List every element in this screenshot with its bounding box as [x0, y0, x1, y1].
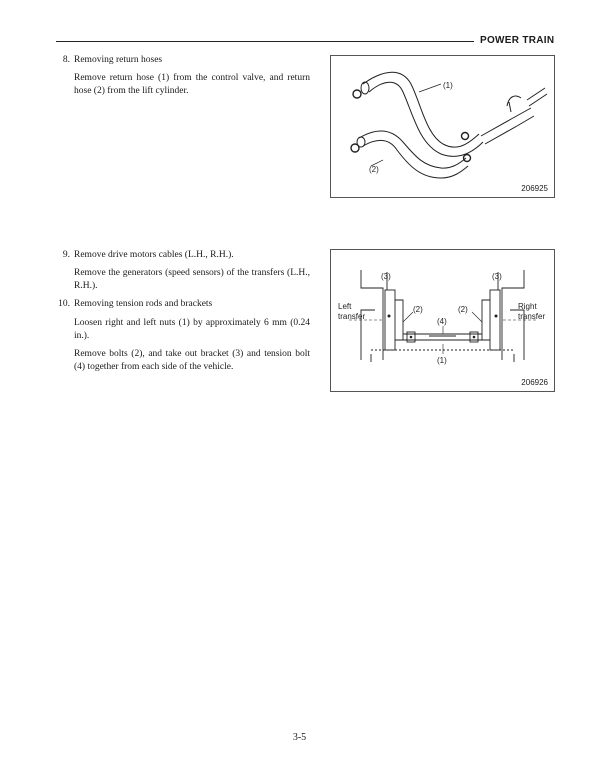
step-number: 9.: [62, 250, 70, 260]
callout-2-left: (2): [413, 305, 423, 314]
section-title: POWER TRAIN: [480, 35, 555, 46]
callout-2: (2): [369, 165, 379, 174]
figure-return-hoses: [330, 55, 555, 198]
callout-3-right: (3): [492, 272, 502, 281]
step-9-paragraph: Remove the generators (speed sensors) of the transfers (L.H., R.H.).: [74, 268, 310, 291]
callout-3-left: (3): [381, 272, 391, 281]
header-rule: [56, 41, 474, 42]
tension-rods-illustration: [331, 250, 554, 391]
callout-1: (1): [443, 81, 453, 90]
callout-4: (4): [437, 317, 447, 326]
label-right-transfer-line1: Right: [518, 302, 537, 311]
figure-id: 206925: [521, 184, 548, 193]
callout-1: (1): [437, 356, 447, 365]
label-left-transfer-line1: Left: [338, 302, 352, 311]
step-title: Removing return hoses: [74, 55, 163, 65]
step-8-paragraph: Remove return hose (1) from the control valve, and return hose (2) from the lift cylinder.: [74, 73, 310, 96]
return-hoses-illustration: [331, 56, 554, 197]
page-number: 3-5: [292, 732, 307, 743]
step-10-paragraph-1: Loosen right and left nuts (1) by approximately 6 mm (0.24 in.).: [74, 318, 310, 341]
step-10-paragraph-2: Remove bolts (2), and take out bracket (3) and tension bolt (4) together from each side of the vehicle.: [74, 349, 310, 372]
label-left-transfer-line2: transfer: [338, 312, 366, 321]
step-number: 10.: [58, 299, 70, 309]
figure-id: 206926: [521, 378, 548, 387]
label-right-transfer-line2: transfer: [518, 312, 546, 321]
step-number: 8.: [62, 55, 70, 65]
callout-2-right: (2): [458, 305, 468, 314]
step-title: Removing tension rods and brackets: [74, 299, 213, 309]
step-title: Remove drive motors cables (L.H., R.H.).: [74, 250, 234, 260]
figure-tension-rods: [330, 249, 555, 392]
